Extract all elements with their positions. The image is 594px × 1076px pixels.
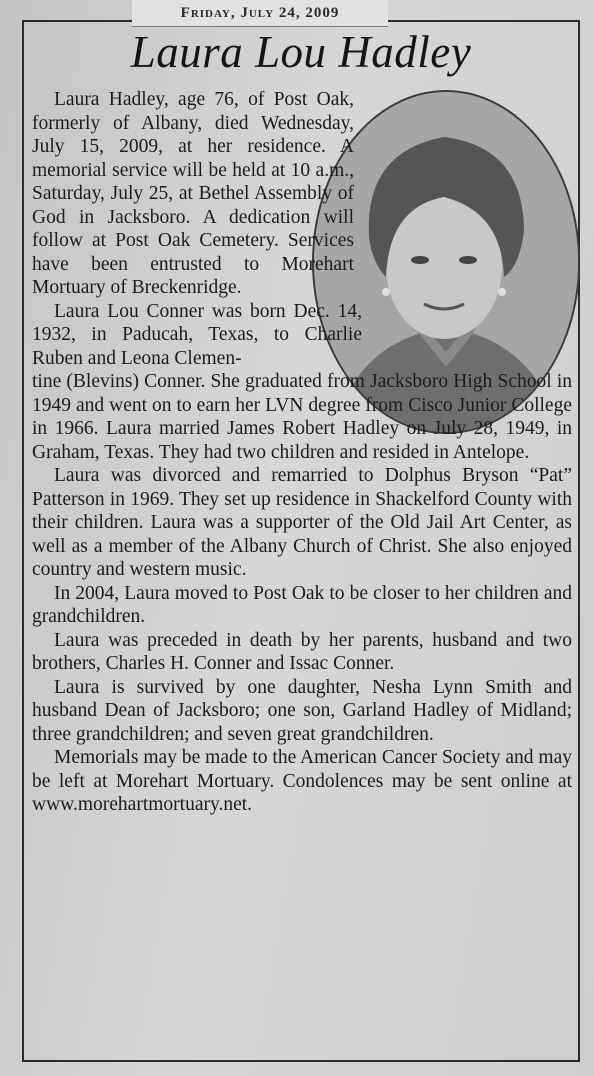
obituary-body: [32, 88, 572, 817]
paragraph-marriage: Laura was divorced and remarried to Dolphus Bryson “Pat” Patterson in 1969. They set up residence in Shackelford County with their children. Laura was a supporter of the Old Jail Art Center, as well as a member of the Albany Church of Christ. She also enjoyed country and western music.: [32, 465, 572, 580]
paragraph-birth-intro: Laura Lou Conner was born Dec. 14, 1932, in Paducah, Texas, to Charlie Ruben and Leona Clemen-: [32, 300, 362, 369]
paragraph-preceded: Laura was preceded in death by her parents, husband and two brothers, Charles H. Conner and Issac Conner.: [32, 629, 572, 674]
paragraph-memorials: Memorials may be made to the American Cancer Society and may be left at Morehart Mortuary. Condolences may be sent online at www.morehartmortuary.net.: [32, 747, 572, 815]
paragraph-survived: Laura is survived by one daughter, Nesha Lynn Smith and husband Dean of Jacksboro; one son, Garland Hadley of Midland; three grandchildren; and seven great grandchildren.: [32, 676, 572, 745]
obituary-title: Laura Lou Hadley: [130, 27, 472, 77]
paragraph-birth: tine (Blevins) Conner. She graduated from Jacksboro High School in 1949 and went on to earn her LVN degree from Cisco Junior College in 1966. Laura married James Robert Hadley on July 28, 1949, in Graham, Texas. They had two children and resided in Antelope.: [32, 371, 572, 463]
paragraph-move: In 2004, Laura moved to Post Oak to be closer to her children and grandchildren.: [32, 582, 572, 627]
paragraph-announcement: Laura Hadley, age 76, of Post Oak, formerly of Albany, died Wednesday, July 15, 2009, at her residence. A memorial service will be held at 10 a.m., Saturday, July 25, at Bethel Assembly of God in Jacksboro. A dedication will follow at Post Oak Cemetery. Services have been entrusted to Morehart Mortuary of Breckenridge.: [32, 89, 354, 298]
dateline: Friday, July 24, 2009: [132, 0, 388, 27]
